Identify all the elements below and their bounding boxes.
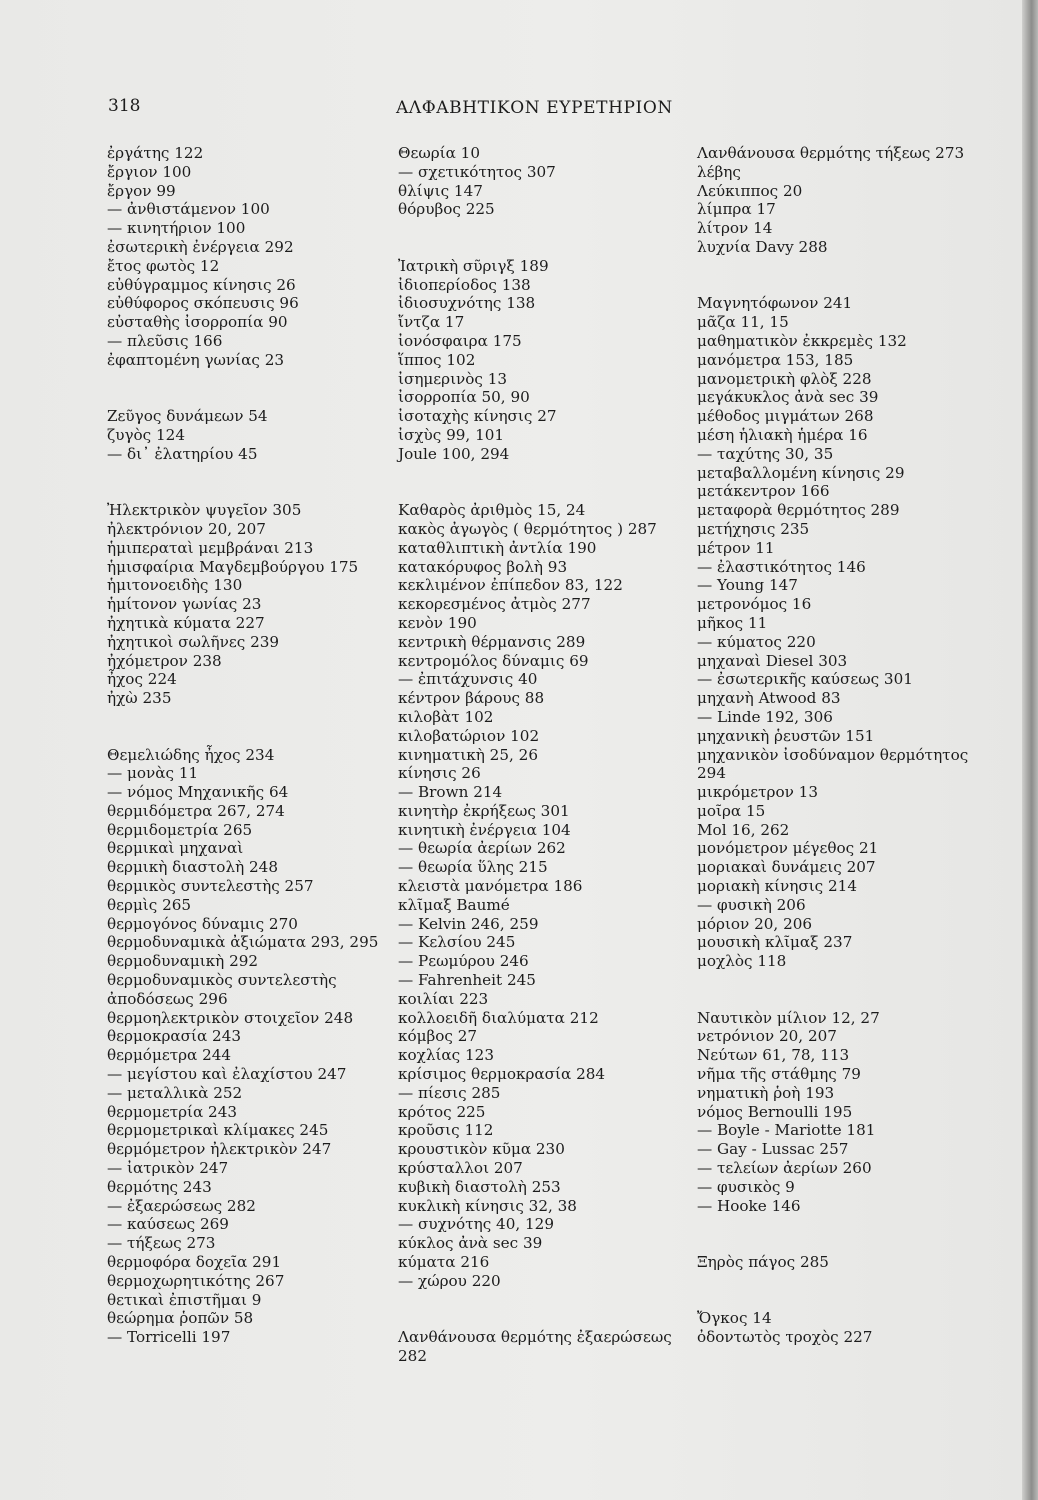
index-entry: ἔργον 99 — [107, 181, 176, 200]
index-entry: — Κελσίου 245 — [398, 933, 516, 952]
index-entry: κιλοβατώριον 102 — [398, 726, 540, 745]
index-entry: Ἠλεκτρικὸν ψυγεῖον 305 — [107, 501, 302, 520]
index-entry: κύματα 216 — [398, 1253, 490, 1272]
index-column-1 — [107, 144, 397, 1385]
index-entry: ἔργιον 100 — [107, 162, 192, 181]
index-entry: — ἐξαερώσεως 282 — [107, 1196, 256, 1215]
index-entry: κινητὴρ ἐκρήξεως 301 — [398, 801, 570, 820]
index-entry: Λανθάνουσα θερμότης ἐξαερώσεως 282 — [398, 1328, 672, 1365]
index-entry: κεκλιμένον ἐπίπεδον 83, 122 — [398, 576, 623, 595]
index-entry: Καθαρὸς ἀριθμὸς 15, 24 — [398, 501, 586, 520]
index-entry: μαθηματικὸν ἐκκρεμὲς 132 — [697, 331, 907, 350]
index-entry: μεταφορὰ θερμότητος 289 — [697, 501, 900, 520]
index-entry: Ὄγκος 14 — [697, 1309, 772, 1328]
index-letter-group — [107, 746, 397, 1348]
index-entry: — ἐπιτάχυνσις 40 — [398, 670, 538, 689]
index-entry: νῆμα τῆς στάθμης 79 — [697, 1065, 861, 1084]
index-entry: κενὸν 190 — [398, 613, 477, 632]
index-entry: θερμόμετρον ἠλεκτρικὸν 247 — [107, 1140, 332, 1159]
index-entry: μοῖρα 15 — [697, 801, 766, 820]
index-entry: θερμοδυναμικὰ ἀξιώματα 293, 295 — [107, 933, 379, 952]
index-entry: κοιλίαι 223 — [398, 989, 489, 1008]
index-entry: μικρόμετρον 13 — [697, 783, 818, 802]
index-entry: Λεύκιππος 20 — [697, 181, 803, 200]
index-entry: — Ρεωμύρου 246 — [398, 952, 529, 971]
index-entry: κιλοβὰτ 102 — [398, 707, 494, 726]
index-entry: μεταβαλλομένη κίνησις 29 — [697, 463, 905, 482]
index-entry: Λανθάνουσα θερμότης τήξεως 273 — [697, 144, 965, 162]
index-entry: ἰονόσφαιρα 175 — [398, 331, 522, 350]
index-letter-group — [697, 144, 987, 257]
index-entry: — φυσικὴ 206 — [697, 895, 806, 914]
index-entry: θερμομετρία 243 — [107, 1102, 238, 1121]
index-entry: κυβικὴ διαστολὴ 253 — [398, 1177, 561, 1196]
index-entry: θερμοχωρητικότης 267 — [107, 1271, 285, 1290]
index-entry: λυχνία Davy 288 — [697, 237, 828, 256]
index-entry: ἠχητικοὶ σωλῆνες 239 — [107, 632, 280, 651]
index-entry: θερμὶς 265 — [107, 895, 192, 914]
index-entry: μετάκεντρον 166 — [697, 482, 830, 501]
index-entry: — πίεσις 285 — [398, 1083, 501, 1102]
index-entry: κόμβος 27 — [398, 1027, 478, 1046]
index-letter-group — [107, 501, 397, 708]
index-entry: θλίψις 147 — [398, 181, 483, 200]
index-entry: Ζεῦγος δυνάμεων 54 — [107, 407, 268, 426]
index-entry: — δι᾿ ἐλατηρίου 45 — [107, 444, 258, 463]
index-letter-group — [697, 1309, 987, 1347]
index-entry: — Young 147 — [697, 576, 798, 595]
index-entry: μέση ἡλιακὴ ἡμέρα 16 — [697, 425, 868, 444]
index-entry: μηχανικὴ ῥευστῶν 151 — [697, 726, 875, 745]
index-entry: ἰδιοσυχνότης 138 — [398, 294, 536, 313]
index-entry: Mol 16, 262 — [697, 820, 790, 839]
index-entry: — σχετικότητος 307 — [398, 162, 556, 181]
index-entry: μῆκος 11 — [697, 613, 768, 632]
index-entry: ἠχὼ 235 — [107, 689, 172, 708]
index-entry: Νεύτων 61, 78, 113 — [697, 1046, 850, 1065]
index-entry: Θεωρία 10 — [398, 144, 480, 162]
index-entry: θερμικὸς συντελεστὴς 257 — [107, 877, 314, 896]
index-entry: μετρονόμος 16 — [697, 595, 812, 614]
index-entry: — πλεῦσις 166 — [107, 331, 223, 350]
index-entry: νετρόνιον 20, 207 — [697, 1027, 837, 1046]
index-letter-group — [398, 1328, 698, 1366]
index-entry: — μεγίστου καὶ ἐλαχίστου 247 — [107, 1065, 347, 1084]
index-entry: κεκορεσμένος ἀτμὸς 277 — [398, 595, 591, 614]
index-entry: θερμοδυναμικὸς συντελεστὴς ἀποδόσεως 296 — [107, 971, 337, 1008]
index-entry: μανόμετρα 153, 185 — [697, 350, 854, 369]
index-entry: μόριον 20, 206 — [697, 914, 813, 933]
index-entry: ἰσημερινὸς 13 — [398, 369, 508, 388]
index-entry: θερμότης 243 — [107, 1177, 212, 1196]
index-entry: θετικαὶ ἐπιστῆμαι 9 — [107, 1290, 262, 1309]
index-entry: ἠλεκτρόνιον 20, 207 — [107, 519, 266, 538]
index-entry: Θεμελιώδης ἦχος 234 — [107, 745, 275, 764]
index-entry: μανομετρικὴ φλὸξ 228 — [697, 369, 872, 388]
index-entry: κινηματικὴ 25, 26 — [398, 745, 538, 764]
index-entry: ἐσωτερικὴ ἐνέργεια 292 — [107, 237, 294, 256]
index-entry: ἴντζα 17 — [398, 313, 465, 332]
index-entry: θερμομετρικαὶ κλίμακες 245 — [107, 1121, 329, 1140]
index-entry: μοριακὴ κίνησις 214 — [697, 877, 857, 896]
index-entry: κλειστὰ μανόμετρα 186 — [398, 877, 583, 896]
index-entry: Ναυτικὸν μίλιον 12, 27 — [697, 1008, 880, 1027]
index-entry: εὐθύφορος σκόπευσις 96 — [107, 294, 299, 313]
index-entry: — Brown 214 — [398, 783, 503, 802]
index-entry: μετήχησις 235 — [697, 519, 810, 538]
index-entry: εὐσταθὴς ἰσορροπία 90 — [107, 313, 288, 332]
page-edge-shadow — [1022, 0, 1038, 1500]
index-entry: μονόμετρον μέγεθος 21 — [697, 839, 879, 858]
index-letter-group — [398, 144, 698, 219]
index-entry: ἰσχὺς 99, 101 — [398, 425, 505, 444]
index-entry: — Hooke 146 — [697, 1196, 801, 1215]
index-entry: λέβης — [697, 162, 741, 181]
index-entry: ἠχητικὰ κύματα 227 — [107, 613, 265, 632]
index-entry: Joule 100, 294 — [398, 444, 510, 463]
index-entry: — ἰατρικὸν 247 — [107, 1159, 229, 1178]
index-entry: κίνησις 26 — [398, 764, 481, 783]
index-letter-group — [697, 1253, 987, 1272]
index-entry: — Fahrenheit 245 — [398, 971, 536, 990]
index-entry: κρύσταλλοι 207 — [398, 1159, 523, 1178]
index-entry: — Gay - Lussac 257 — [697, 1140, 849, 1159]
index-entry: — μονὰς 11 — [107, 764, 199, 783]
index-entry: μέθοδος μιγμάτων 268 — [697, 407, 874, 426]
index-entry: — ἐσωτερικῆς καύσεως 301 — [697, 670, 913, 689]
index-entry: μηχαναὶ Diesel 303 — [697, 651, 848, 670]
index-entry: Ξηρὸς πάγος 285 — [697, 1253, 829, 1272]
index-entry: κρουστικὸν κῦμα 230 — [398, 1140, 565, 1159]
index-entry: εὐθύγραμμος κίνησις 26 — [107, 275, 296, 294]
index-entry: κρότος 225 — [398, 1102, 486, 1121]
index-entry: θερμικαὶ μηχαναὶ — [107, 839, 244, 858]
index-entry: μηχανὴ Atwood 83 — [697, 689, 841, 708]
index-entry: — Kelvin 246, 259 — [398, 914, 539, 933]
index-entry: λίτρον 14 — [697, 219, 773, 238]
index-letter-group — [398, 257, 698, 464]
index-entry: — φυσικὸς 9 — [697, 1177, 795, 1196]
index-entry: ἵππος 102 — [398, 350, 476, 369]
index-entry: θερμιδομετρία 265 — [107, 820, 253, 839]
index-entry: θερμογόνος δύναμις 270 — [107, 914, 298, 933]
index-entry: ἐφαπτομένη γωνίας 23 — [107, 350, 285, 369]
index-entry: — ἀνθιστάμενον 100 — [107, 200, 270, 219]
index-entry: ζυγὸς 124 — [107, 425, 186, 444]
index-entry: κολλοειδῆ διαλύματα 212 — [398, 1008, 599, 1027]
index-entry: θόρυβος 225 — [398, 200, 495, 219]
index-entry: κρίσιμος θερμοκρασία 284 — [398, 1065, 606, 1084]
index-entry: ἰσορροπία 50, 90 — [398, 388, 530, 407]
index-entry: θερμοδυναμικὴ 292 — [107, 952, 259, 971]
index-entry: μέτρον 11 — [697, 538, 775, 557]
index-entry: — χώρου 220 — [398, 1271, 501, 1290]
page-number: 318 — [108, 96, 141, 116]
index-letter-group — [107, 407, 397, 463]
index-entry: — Linde 192, 306 — [697, 707, 833, 726]
index-entry: — καύσεως 269 — [107, 1215, 229, 1234]
index-column-3 — [697, 144, 987, 1385]
index-entry: κεντρομόλος δύναμις 69 — [398, 651, 589, 670]
index-entry: ἡμιπεραταὶ μεμβράναι 213 — [107, 538, 314, 557]
index-entry: νόμος Bernoulli 195 — [697, 1102, 853, 1121]
index-entry: θερμικὴ διαστολὴ 248 — [107, 858, 278, 877]
index-entry: μᾶζα 11, 15 — [697, 313, 789, 332]
index-entry: θερμόμετρα 244 — [107, 1046, 232, 1065]
index-letter-group — [697, 1009, 987, 1216]
index-entry: ἠχόμετρον 238 — [107, 651, 222, 670]
index-entry: — ἐλαστικότητος 146 — [697, 557, 866, 576]
index-entry: θερμοκρασία 243 — [107, 1027, 242, 1046]
index-entry: — τήξεως 273 — [107, 1234, 216, 1253]
index-entry: μουσικὴ κλῖμαξ 237 — [697, 933, 853, 952]
index-entry: ἐργάτης 122 — [107, 144, 204, 162]
index-entry: — ταχύτης 30, 35 — [697, 444, 834, 463]
index-entry: — συχνότης 40, 129 — [398, 1215, 554, 1234]
index-entry: θεώρημα ῥοπῶν 58 — [107, 1309, 254, 1328]
index-entry: νηματικὴ ῥοὴ 193 — [697, 1083, 835, 1102]
index-entry: ἡμιτονοειδὴς 130 — [107, 576, 243, 595]
index-entry: — κινητήριον 100 — [107, 219, 246, 238]
index-entry: κέντρον βάρους 88 — [398, 689, 545, 708]
index-entry: κροῦσις 112 — [398, 1121, 494, 1140]
index-entry: — μεταλλικὰ 252 — [107, 1083, 243, 1102]
index-column-2 — [398, 144, 698, 1403]
index-entry: ἡμισφαίρια Μαγδεμβούργου 175 — [107, 557, 359, 576]
index-entry: κοχλίας 123 — [398, 1046, 494, 1065]
index-entry: — Boyle - Mariotte 181 — [697, 1121, 876, 1140]
index-entry: ἡμίτονον γωνίας 23 — [107, 595, 262, 614]
index-entry: θερμοφόρα δοχεῖα 291 — [107, 1253, 282, 1272]
index-entry: κυκλικὴ κίνησις 32, 38 — [398, 1196, 577, 1215]
index-entry: κατακόρυφος βολὴ 93 — [398, 557, 568, 576]
index-entry: κεντρικὴ θέρμανσις 289 — [398, 632, 586, 651]
index-letter-group — [107, 144, 397, 370]
index-entry: κακὸς ἀγωγὸς ( θερμότητος ) 287 — [398, 519, 657, 538]
index-letter-group — [697, 294, 987, 971]
index-entry: καταθλιπτικὴ ἀντλία 190 — [398, 538, 597, 557]
index-entry: — νόμος Μηχανικῆς 64 — [107, 783, 289, 802]
index-entry: ἦχος 224 — [107, 670, 177, 689]
index-entry: μοχλὸς 118 — [697, 952, 787, 971]
index-entry: — κύματος 220 — [697, 632, 816, 651]
index-entry: θερμοηλεκτρικὸν στοιχεῖον 248 — [107, 1008, 354, 1027]
index-entry: κύκλος ἀνὰ sec 39 — [398, 1234, 543, 1253]
index-entry: — τελείων ἀερίων 260 — [697, 1159, 872, 1178]
index-entry: Μαγνητόφωνον 241 — [697, 294, 853, 313]
running-head: ΑΛΦΑΒΗΤΙΚΟΝ ΕΥΡΕΤΗΡΙΟΝ — [396, 98, 673, 118]
index-entry: θερμιδόμετρα 267, 274 — [107, 801, 285, 820]
index-entry: ἰσοταχὴς κίνησις 27 — [398, 407, 557, 426]
index-entry: κλῖμαξ Baumé — [398, 895, 510, 914]
index-entry: κινητικὴ ἐνέργεια 104 — [398, 820, 571, 839]
index-entry: μηχανικὸν ἰσοδύναμον θερμότητος 294 — [697, 745, 969, 783]
index-entry: μεγάκυκλος ἀνὰ sec 39 — [697, 388, 879, 407]
index-entry: — Torricelli 197 — [107, 1328, 231, 1347]
index-entry: — θεωρία ὕλης 215 — [398, 858, 548, 877]
index-entry: λίμπρα 17 — [697, 200, 776, 219]
index-entry: Ἰατρικὴ σῦριγξ 189 — [398, 256, 549, 275]
index-entry: ἔτος φωτὸς 12 — [107, 256, 220, 275]
index-entry: — θεωρία ἀερίων 262 — [398, 839, 566, 858]
index-entry: ὀδοντωτὸς τροχὸς 227 — [697, 1328, 873, 1347]
index-entry: ἰδιοπερίοδος 138 — [398, 275, 531, 294]
index-letter-group — [398, 501, 698, 1290]
index-entry: μοριακαὶ δυνάμεις 207 — [697, 858, 876, 877]
